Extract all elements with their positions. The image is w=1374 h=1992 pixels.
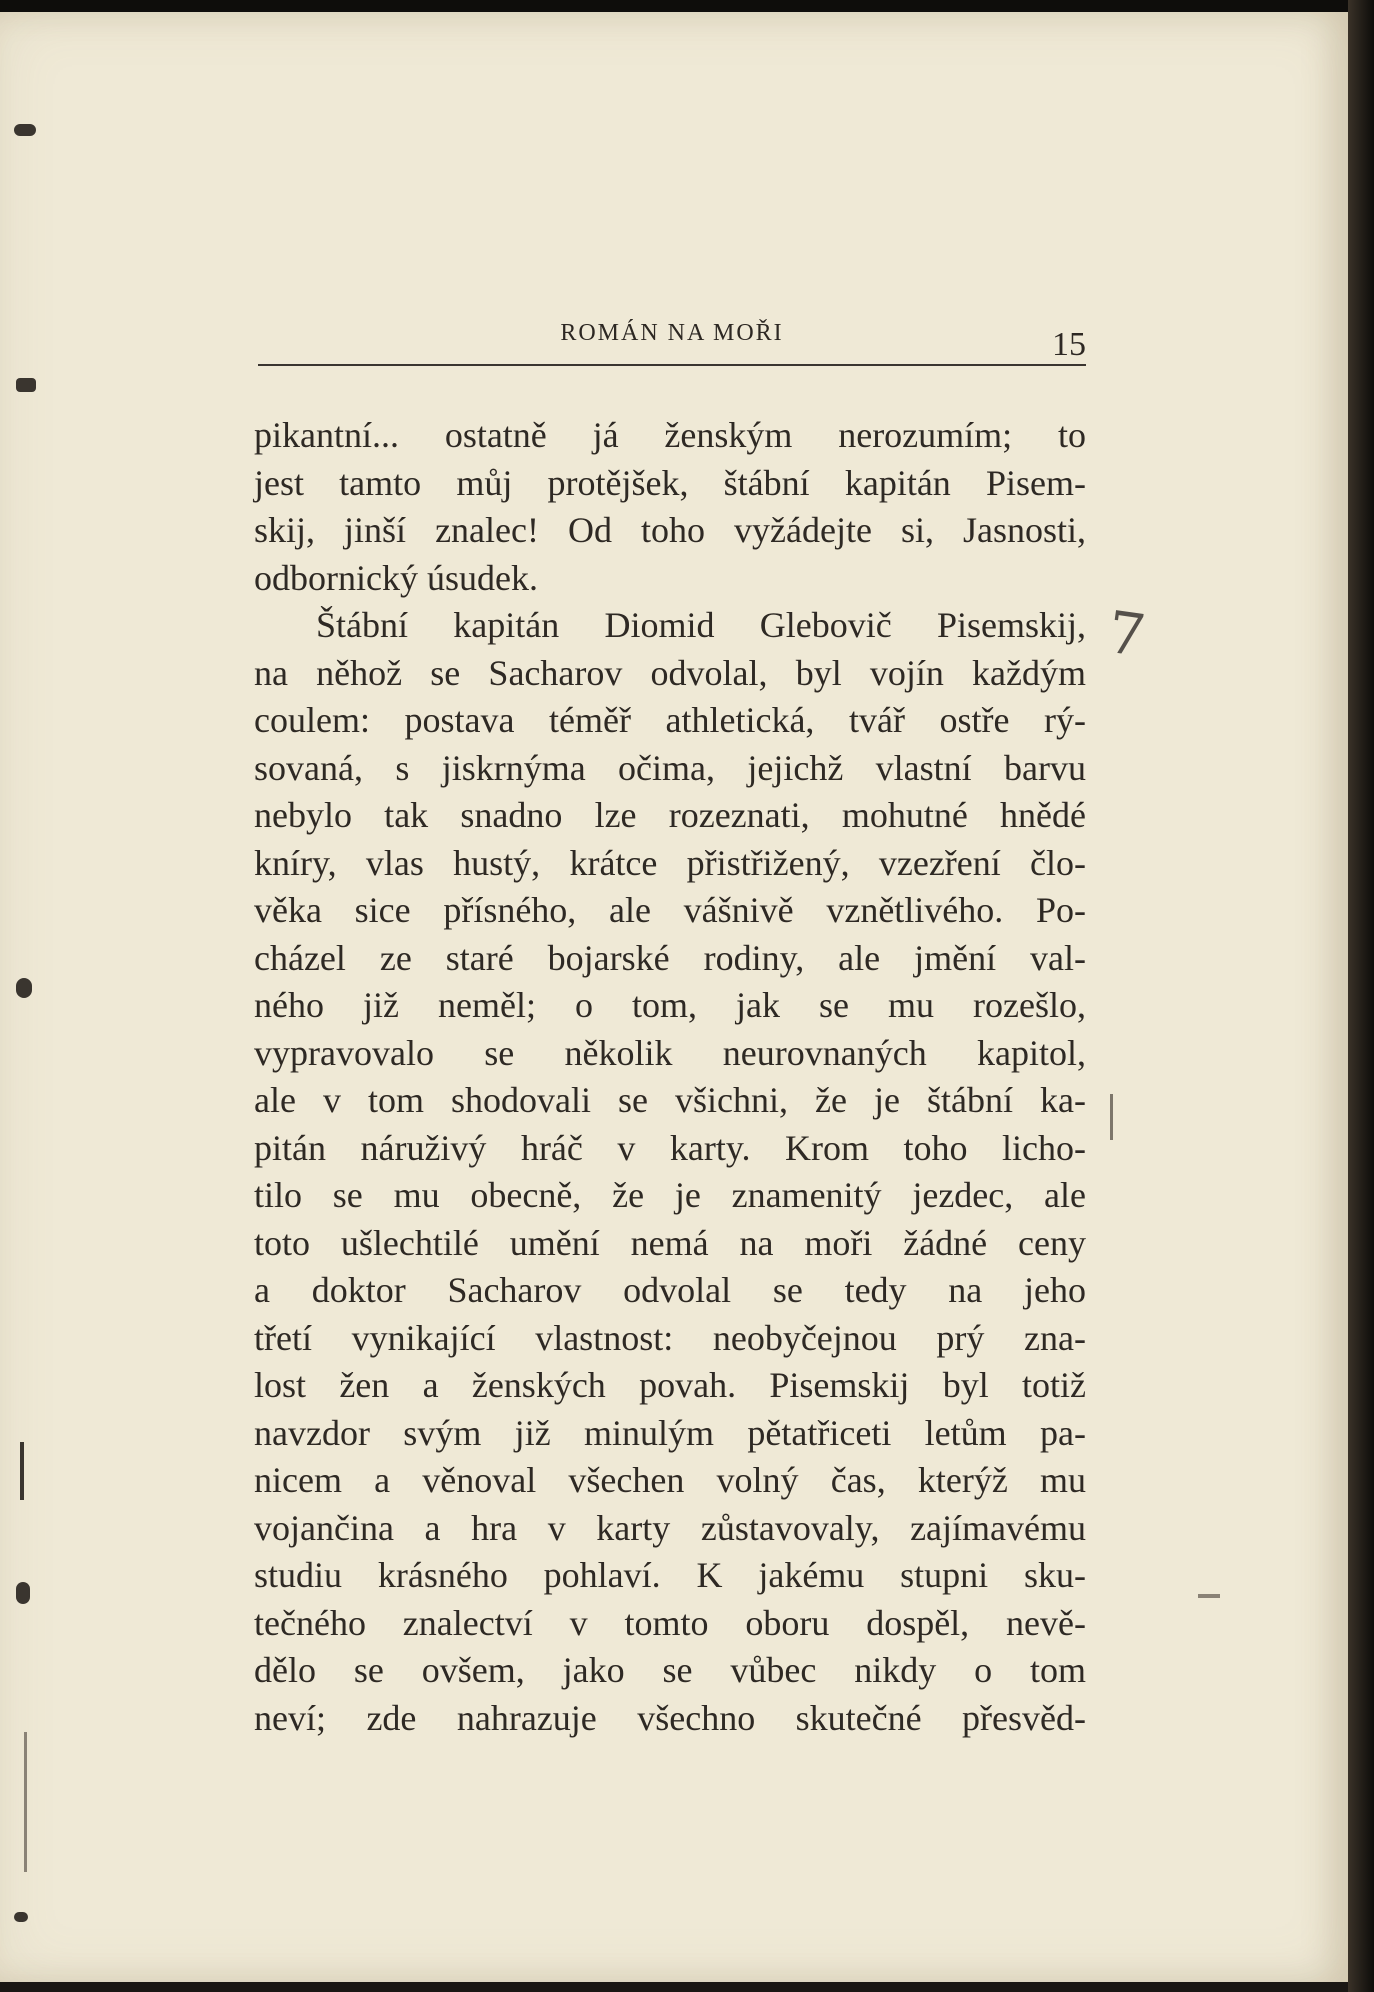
text-line: ale v tom shodovali se všichni, že je štábní ka-	[254, 1080, 1086, 1120]
text-line: odbornický úsudek.	[254, 557, 538, 598]
text-line: navzdor svým již minulým pětatřiceti letům pa-	[254, 1412, 1086, 1453]
text-line: studiu krásného pohlaví. K jakému stupni sku-	[254, 1555, 1086, 1595]
running-title: ROMÁN NA MOŘI	[560, 320, 784, 346]
page-number: 15	[1052, 326, 1086, 363]
binding-speck	[24, 1732, 27, 1872]
book-page	[0, 12, 1348, 1982]
text-line: Štábní kapitán Diomid Glebovič Pisemskij,	[316, 605, 1086, 645]
text-line: pitán náruživý hráč v karty. Krom toho licho-	[254, 1127, 1086, 1168]
text-line: a doktor Sacharov odvolal se tedy na jeho	[254, 1270, 1086, 1310]
text-line: pikantní... ostatně já ženským nerozumím; to	[254, 415, 1086, 455]
binding-speck	[16, 978, 32, 998]
text-line: vypravovalo se několik neurovnaných kapitol,	[254, 1032, 1086, 1073]
binding-speck	[14, 1912, 28, 1922]
scan-top-border	[0, 0, 1374, 12]
scan-right-border	[1348, 0, 1374, 1992]
text-line: coulem: postava téměř athletická, tvář ostře rý-	[254, 700, 1086, 740]
text-line: skij, jinší znalec! Od toho vyžádejte si, Jasnosti,	[254, 510, 1086, 550]
text-line: nebylo tak snadno lze rozeznati, mohutné hnědé	[254, 795, 1086, 835]
text-line: tečného znalectví v tomto oboru dospěl, nevě-	[254, 1602, 1086, 1643]
text-line: třetí vynikající vlastnost: neobyčejnou prý zna-	[254, 1317, 1086, 1358]
text-line: věka sice přísného, ale vášnivě vznětlivého. Po-	[254, 890, 1086, 930]
text-line: sovaná, s jiskrnýma očima, jejichž vlastní barvu	[254, 747, 1086, 788]
text-line: cházel ze staré bojarské rodiny, ale jmění val-	[254, 937, 1086, 978]
text-line: toto ušlechtilé umění nemá na moři žádné ceny	[254, 1222, 1086, 1263]
text-line: lost žen a ženských povah. Pisemskij byl totiž	[254, 1365, 1086, 1405]
margin-pencil-dash	[1198, 1594, 1220, 1598]
running-header	[258, 312, 1086, 366]
text-line: jest tamto můj protějšek, štábní kapitán Pisem-	[254, 462, 1086, 503]
margin-pencil-line	[1110, 1094, 1113, 1140]
binding-speck	[14, 124, 36, 136]
binding-speck	[20, 1442, 24, 1500]
text-line: vojančina a hra v karty zůstavovaly, zajímavému	[254, 1507, 1086, 1548]
margin-handwritten-mark: 7	[1103, 597, 1150, 671]
text-line: dělo se ovšem, jako se vůbec nikdy o tom	[254, 1650, 1086, 1690]
binding-speck	[16, 1582, 30, 1604]
body-text	[254, 412, 1086, 1742]
binding-speck	[16, 378, 36, 392]
text-line: neví; zde nahrazuje všechno skutečné přesvěd-	[254, 1697, 1086, 1738]
text-line: kníry, vlas hustý, krátce přistřižený, vzezření člo-	[254, 842, 1086, 883]
text-line: tilo se mu obecně, že je znamenitý jezdec, ale	[254, 1175, 1086, 1215]
text-line: nicem a věnoval všechen volný čas, kterýž mu	[254, 1460, 1086, 1500]
text-line: ného již neměl; o tom, jak se mu rozešlo,	[254, 985, 1086, 1025]
text-line: na něhož se Sacharov odvolal, byl vojín každým	[254, 652, 1086, 693]
